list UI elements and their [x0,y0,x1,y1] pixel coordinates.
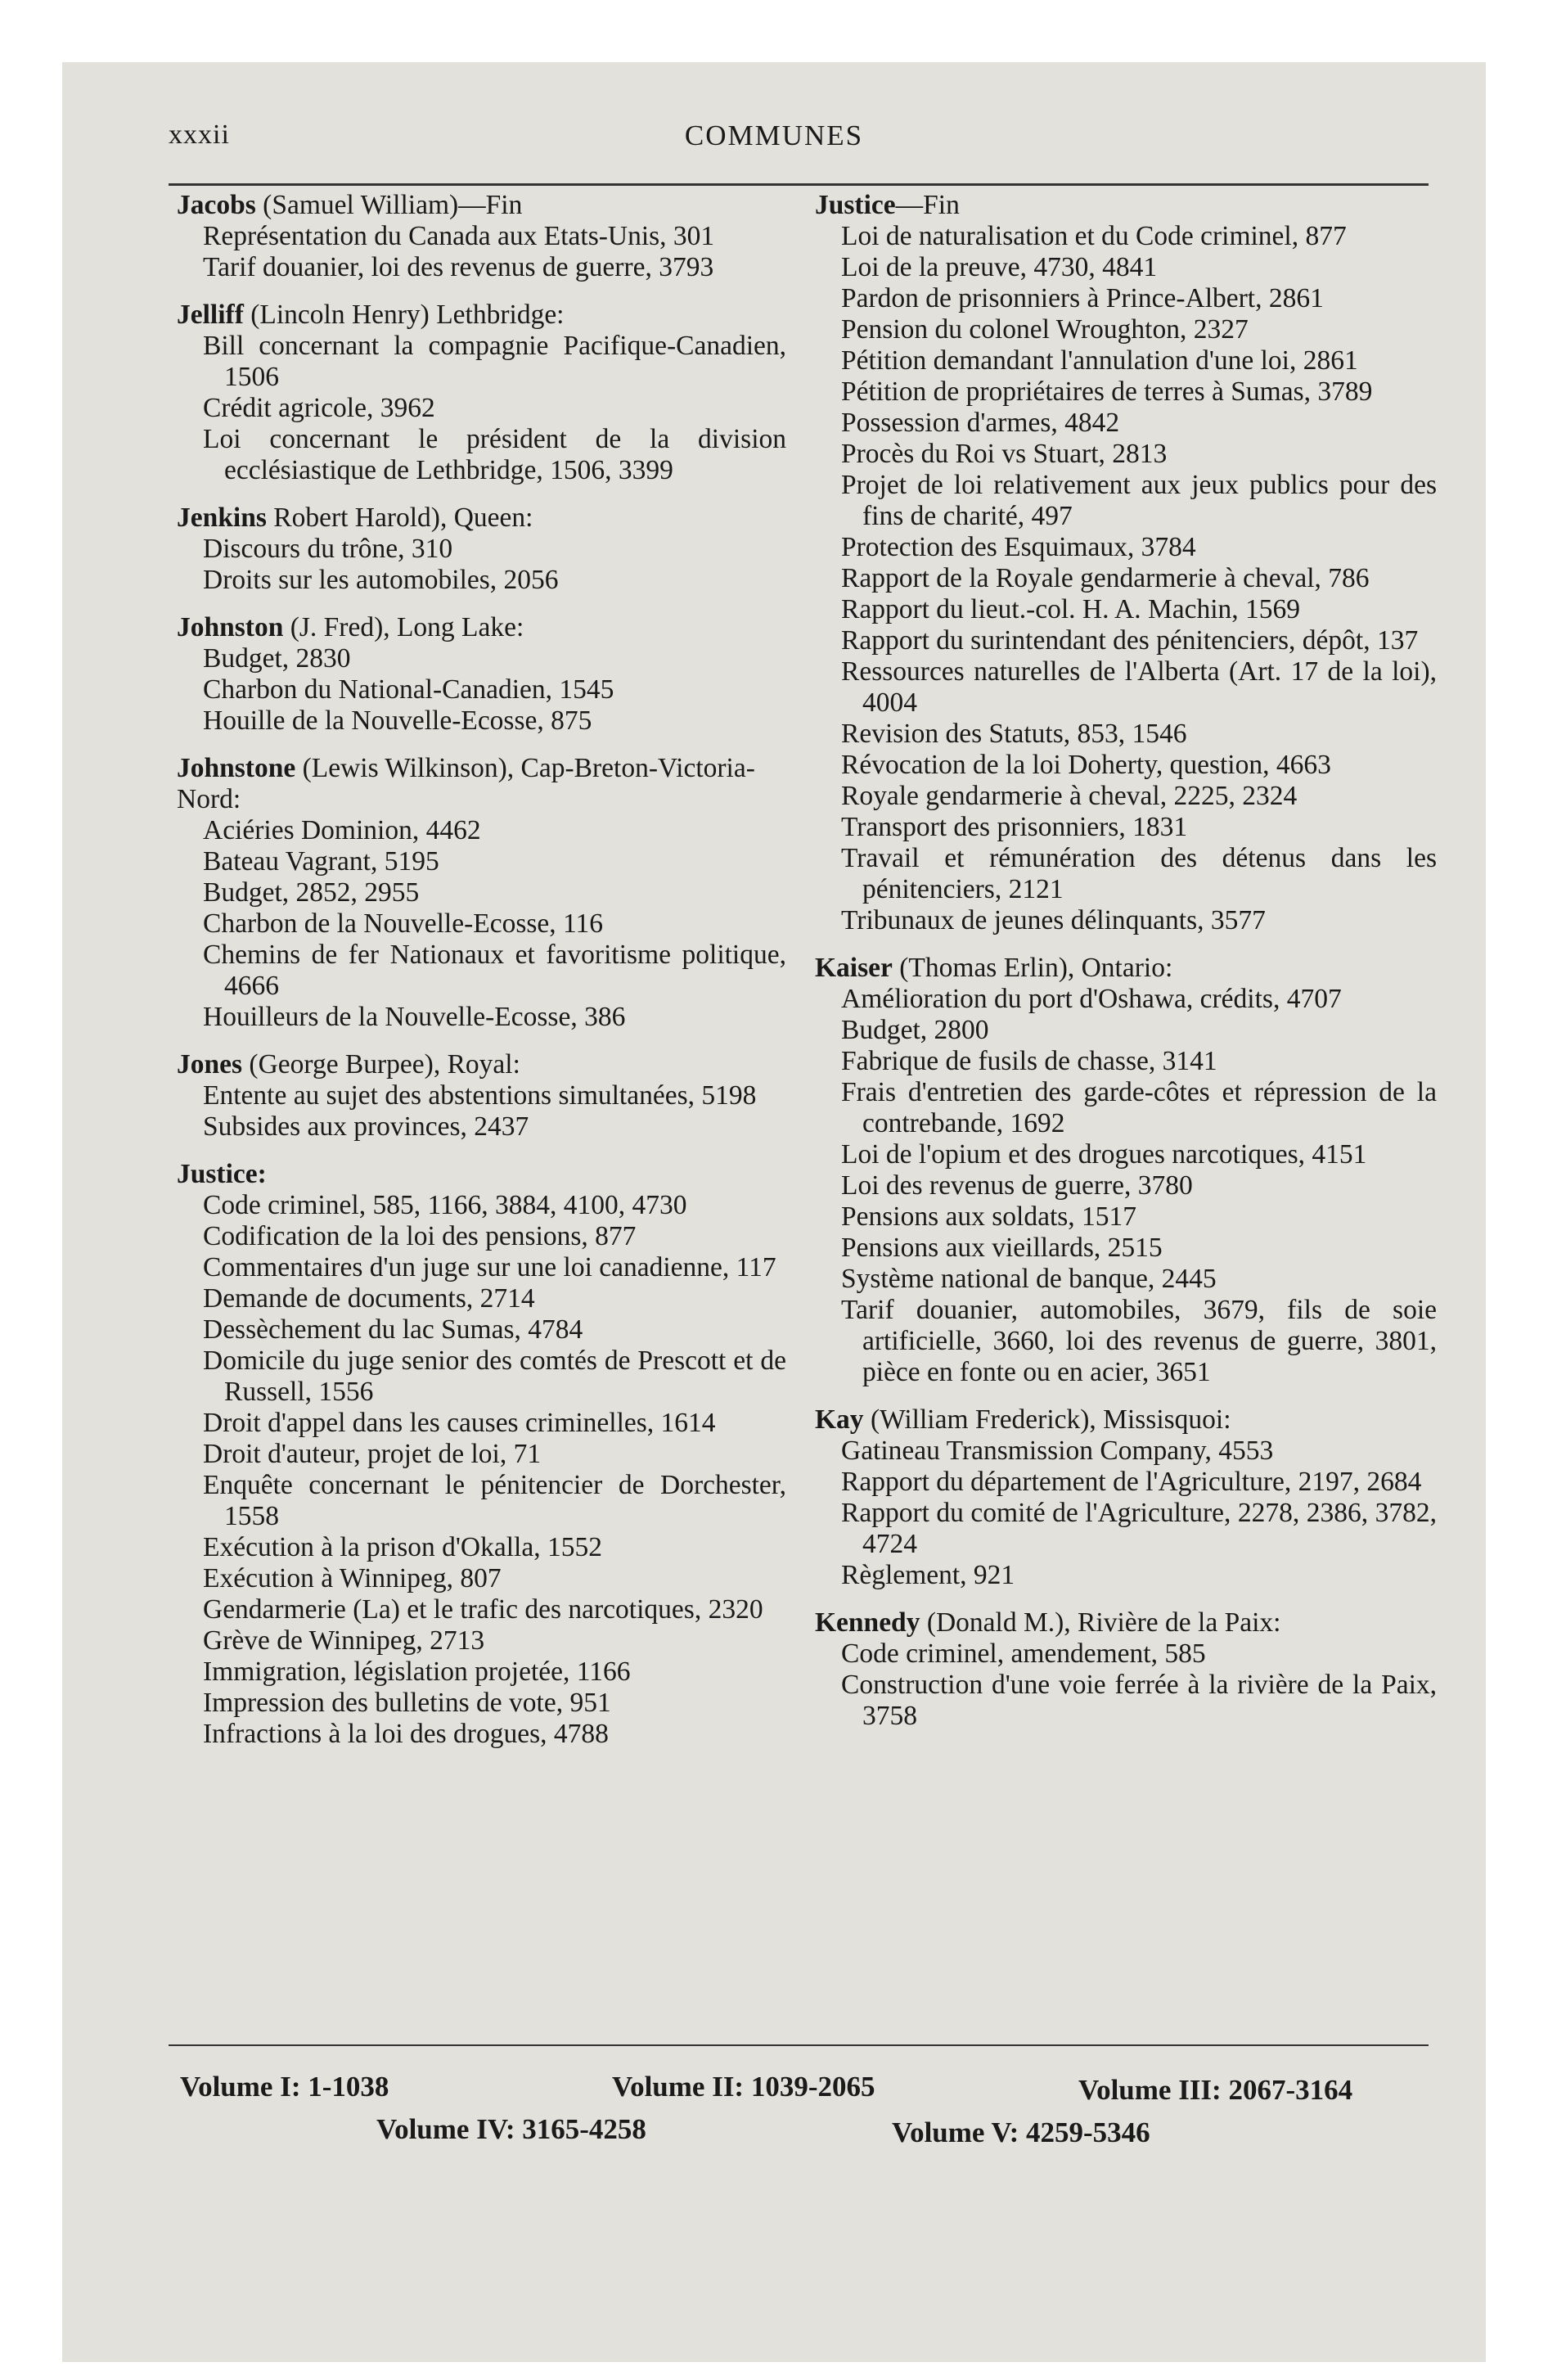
entry-subject: Impression des bulletins de vote, 951 [203,1688,611,1718]
entry-subject: Charbon de la Nouvelle-Ecosse, 116 [203,908,604,939]
index-entry [177,300,786,486]
entry-name: Kay [815,1404,864,1435]
entry-name: Jones [177,1049,243,1080]
entry-subject: Procès du Roi vs Stuart, 2813 [841,439,1168,469]
entry-subject: Subsides aux provinces, 2437 [203,1111,529,1142]
entry-heading [815,190,1437,221]
entry-heading [177,1049,786,1080]
entry-riding: (William Frederick), Missisquoi: [863,1404,1231,1435]
entry-subject: Pensions aux vieillards, 2515 [841,1233,1163,1263]
entry-subject: Loi concernant le président de la division ecclésiastique de Lethbridge, 1506, 3399 [203,424,786,485]
entry-subject: Pardon de prisonniers à Prince-Albert, 2861 [841,283,1324,313]
entry-subject: Règlement, 921 [841,1560,1015,1590]
entry-subject: Ressources naturelles de l'Alberta (Art. 17 de la loi), 4004 [841,656,1437,718]
page-title: COMMUNES [684,119,864,151]
entry-subject: Bateau Vagrant, 5195 [203,846,439,877]
index-entry [177,1159,786,1750]
entry-subject: Loi des revenus de guerre, 3780 [841,1170,1193,1201]
entry-name: Justice: [177,1159,267,1189]
entry-subject: Droit d'appel dans les causes criminelles, 1614 [203,1408,716,1438]
entry-subject: Code criminel, amendement, 585 [841,1639,1206,1669]
entry-name: Jenkins [177,503,267,533]
entry-heading [815,1607,1437,1639]
index-entry [177,190,786,283]
entry-subject: Rapport de la Royale gendarmerie à cheval, 786 [841,563,1370,593]
entry-subject: Exécution à Winnipeg, 807 [203,1563,502,1593]
entry-riding: (Lewis Wilkinson), Cap-Breton-Victoria-Nord: [177,753,755,814]
entry-heading [815,1404,1437,1436]
entry-heading [177,190,786,221]
entry-subject: Dessèchement du lac Sumas, 4784 [203,1314,583,1345]
entry-heading [177,612,786,643]
entry-subject: Aciéries Dominion, 4462 [203,815,481,845]
entry-subject: Gendarmerie (La) et le trafic des narcotiques, 2320 [203,1594,763,1625]
header-rule [169,183,1429,186]
entry-subject: Infractions à la loi des drogues, 4788 [203,1719,609,1749]
entry-subject: Pensions aux soldats, 1517 [841,1201,1137,1232]
entry-name: Jacobs [177,190,256,220]
index-entry [177,612,786,737]
index-entry [815,1404,1437,1591]
entry-subject: Fabrique de fusils de chasse, 3141 [841,1046,1217,1076]
entry-subject: Budget, 2830 [203,643,351,674]
entry-subject: Loi de naturalisation et du Code criminel, 877 [841,221,1347,251]
entry-subject: Chemins de fer Nationaux et favoritisme politique, 4666 [203,940,786,1001]
entry-name: Kennedy [815,1607,920,1638]
entry-subject: Système national de banque, 2445 [841,1264,1217,1294]
entry-name: Johnstone [177,753,296,783]
page-number: xxxii [169,119,230,150]
volume-range-1: Volume I: 1-1038 [180,2071,389,2103]
entry-subject: Rapport du surintendant des pénitenciers, dépôt, 137 [841,625,1419,656]
entry-riding: (Samuel William)—Fin [255,190,523,220]
entry-subject: Code criminel, 585, 1166, 3884, 4100, 4730 [203,1190,687,1220]
entry-subject: Demande de documents, 2714 [203,1283,535,1314]
entry-subject: Domicile du juge senior des comtés de Prescott et de Russell, 1556 [203,1346,786,1407]
entry-subject: Budget, 2852, 2955 [203,877,420,908]
entry-subject: Royale gendarmerie à cheval, 2225, 2324 [841,781,1298,811]
entry-name: Justice [815,190,896,220]
entry-subject: Revision des Statuts, 853, 1546 [841,719,1187,749]
entry-subject: Houille de la Nouvelle-Ecosse, 875 [203,705,592,736]
entry-subject: Budget, 2800 [841,1015,989,1045]
entry-name: Johnston [177,612,284,642]
footer-rule [169,2044,1429,2046]
volume-range-2: Volume II: 1039-2065 [612,2071,875,2103]
entry-subject: Houilleurs de la Nouvelle-Ecosse, 386 [203,1002,626,1032]
entry-subject: Commentaires d'un juge sur une loi canadienne, 117 [203,1252,776,1282]
entry-subject: Rapport du lieut.-col. H. A. Machin, 1569 [841,594,1301,624]
entry-subject: Représentation du Canada aux Etats-Unis, 301 [203,221,715,251]
entry-subject: Pétition demandant l'annulation d'une loi, 2861 [841,345,1358,376]
entry-subject: Projet de loi relativement aux jeux publics pour des fins de charité, 497 [841,470,1437,531]
entry-heading [177,503,786,534]
entry-subject: Possession d'armes, 4842 [841,408,1120,438]
entry-subject: Crédit agricole, 3962 [203,393,435,423]
entry-subject: Gatineau Transmission Company, 4553 [841,1436,1274,1466]
entry-riding: (Lincoln Henry) Lethbridge: [243,300,565,330]
entry-riding: (Donald M.), Rivière de la Paix: [920,1607,1281,1638]
entry-heading [177,753,786,815]
entry-subject: Grève de Winnipeg, 2713 [203,1625,485,1656]
volume-range-4: Volume IV: 3165-4258 [376,2113,646,2145]
entry-subject: Pension du colonel Wroughton, 2327 [841,314,1249,345]
entry-subject: Loi de la preuve, 4730, 4841 [841,252,1158,282]
entry-subject: Discours du trône, 310 [203,534,453,564]
left-column [177,190,786,1766]
right-column [815,190,1437,1748]
volume-range-3: Volume III: 2067-3164 [1078,2074,1353,2106]
entry-subject: Rapport du département de l'Agriculture, 2197, 2684 [841,1467,1422,1497]
entry-subject: Travail et rémunération des détenus dans les pénitenciers, 2121 [841,843,1437,904]
entry-heading [177,300,786,331]
entry-riding: Robert Harold), Queen: [266,503,533,533]
entry-riding: (George Burpee), Royal: [242,1049,520,1080]
entry-heading [177,1159,786,1190]
entry-subject: Droits sur les automobiles, 2056 [203,565,559,595]
entry-subject: Codification de la loi des pensions, 877 [203,1221,637,1251]
entry-subject: Charbon du National-Canadien, 1545 [203,674,614,705]
volume-range-5: Volume V: 4259-5346 [892,2116,1150,2148]
entry-subject: Frais d'entretien des garde-côtes et répression de la contrebande, 1692 [841,1077,1437,1138]
index-entry [815,190,1437,936]
entry-name: Kaiser [815,953,893,983]
entry-subject: Bill concernant la compagnie Pacifique-Canadien, 1506 [203,331,786,392]
entry-subject: Tarif douanier, automobiles, 3679, fils de soie artificielle, 3660, loi des revenus de guerre, 3801, pièce en fonte ou en acier, 3651 [841,1295,1437,1387]
entry-subject: Transport des prisonniers, 1831 [841,812,1188,842]
entry-subject: Loi de l'opium et des drogues narcotiques, 4151 [841,1139,1367,1170]
index-entry [815,1607,1437,1732]
entry-name: Jelliff [177,300,244,330]
entry-subject: Immigration, législation projetée, 1166 [203,1657,631,1687]
entry-riding: —Fin [895,190,960,220]
entry-riding: (J. Fred), Long Lake: [283,612,524,642]
entry-subject: Pétition de propriétaires de terres à Sumas, 3789 [841,376,1373,407]
entry-subject: Exécution à la prison d'Okalla, 1552 [203,1532,602,1562]
entry-subject: Enquête concernant le pénitencier de Dorchester, 1558 [203,1470,786,1531]
index-entry [177,503,786,596]
entry-riding: (Thomas Erlin), Ontario: [892,953,1173,983]
index-entry [177,753,786,1033]
entry-subject: Révocation de la loi Doherty, question, 4663 [841,750,1331,780]
entry-heading [815,953,1437,984]
entry-subject: Tarif douanier, loi des revenus de guerre, 3793 [203,252,714,282]
entry-subject: Protection des Esquimaux, 3784 [841,532,1196,562]
entry-subject: Tribunaux de jeunes délinquants, 3577 [841,905,1266,935]
entry-subject: Droit d'auteur, projet de loi, 71 [203,1439,542,1469]
entry-subject: Construction d'une voie ferrée à la rivière de la Paix, 3758 [841,1670,1437,1731]
entry-subject: Entente au sujet des abstentions simultanées, 5198 [203,1080,757,1111]
index-entry [815,953,1437,1388]
entry-subject: Rapport du comité de l'Agriculture, 2278, 2386, 3782, 4724 [841,1498,1437,1559]
index-entry [177,1049,786,1143]
entry-subject: Amélioration du port d'Oshawa, crédits, 4707 [841,984,1342,1014]
